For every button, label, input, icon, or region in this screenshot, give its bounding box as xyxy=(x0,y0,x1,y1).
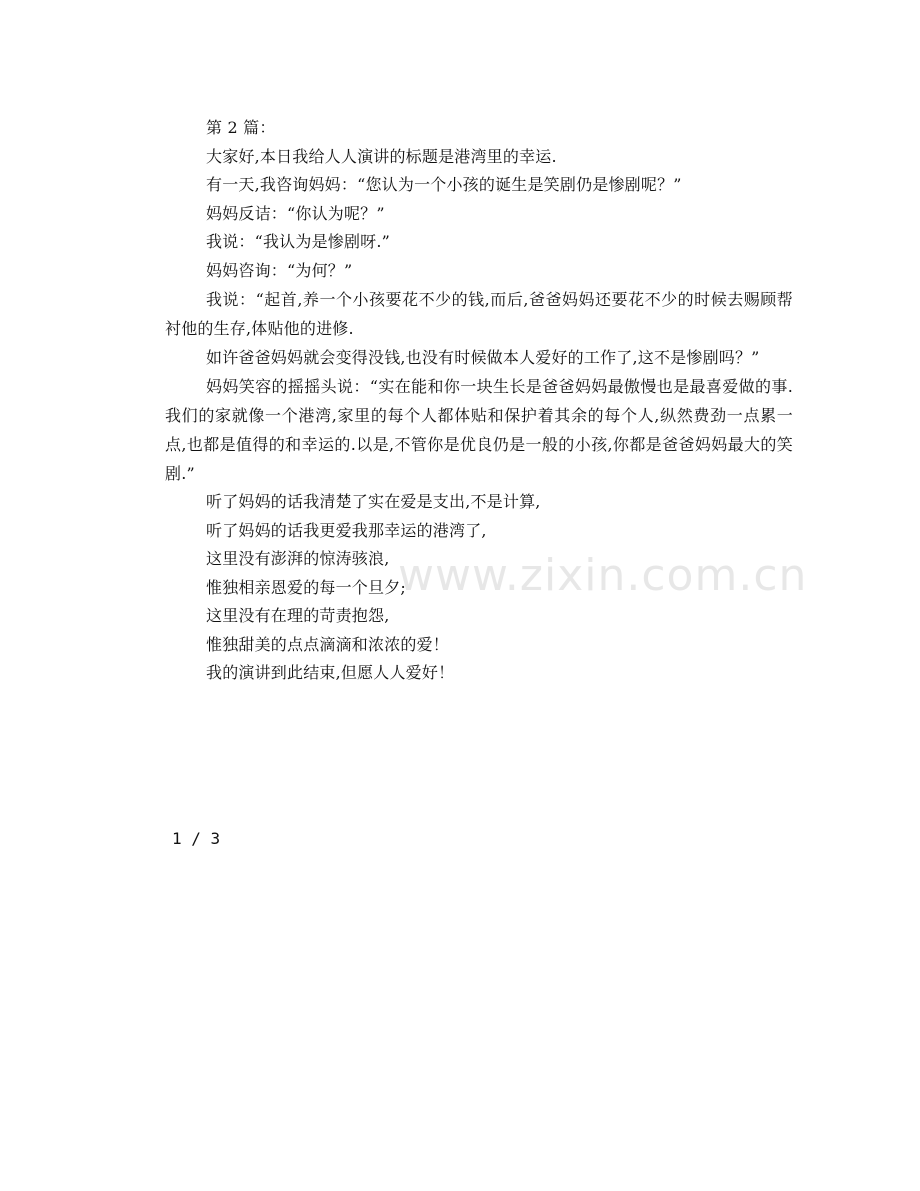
watermark-text: www.zixin.com.cn xyxy=(398,550,808,601)
paragraph: 我说：“我认为是惨剧呀.” xyxy=(206,232,391,251)
paragraph: 听了妈妈的话我更爱我那幸运的港湾了, xyxy=(206,520,487,540)
paragraph: 如许爸爸妈妈就会变得没钱,也没有时候做本人爱好的工作了,这不是惨剧吗？” xyxy=(206,348,760,367)
paragraph: 惟独甜美的点点滴滴和浓浓的爱！ xyxy=(206,634,450,654)
section-heading: 第 2 篇： xyxy=(206,118,276,137)
document-body xyxy=(165,114,793,688)
paragraph: 有一天,我咨询妈妈：“您认为一个小孩的诞生是笑剧仍是惨剧呢？” xyxy=(206,175,682,194)
paragraph: 听了妈妈的话我清楚了实在爱是支出,不是计算, xyxy=(206,492,541,511)
paragraph: 我说：“起首,养一个小孩要花不少的钱,而后,爸爸妈妈还要花不少的时候去赐顾帮衬他的生存,体贴他的进修. xyxy=(165,290,793,338)
paragraph: 惟独相亲恩爱的每一个旦夕; xyxy=(206,577,406,597)
paragraph: 大家好,本日我给人人演讲的标题是港湾里的幸运. xyxy=(206,146,557,166)
page-number: 1 / 3 xyxy=(172,829,221,848)
paragraph: 妈妈反诘：“你认为呢？” xyxy=(206,203,385,223)
paragraph: 妈妈笑容的摇摇头说：“实在能和你一块生长是爸爸妈妈最傲慢也是最喜爱做的事.我们的家就像一个港湾,家里的每个人都体贴和保护着其余的每个人,纵然费劲一点累一点,也都是值得的和幸运的.以是,不管你是优良仍是一般的小孩,你都是爸爸妈妈最大的笑剧.” xyxy=(165,377,793,483)
paragraph: 这里没有澎湃的惊涛骇浪, xyxy=(206,549,390,568)
paragraph: 妈妈咨询：“为何？” xyxy=(206,260,353,280)
paragraph: 这里没有在理的苛责抱怨, xyxy=(206,606,390,625)
paragraph: 我的演讲到此结束,但愿人人爱好！ xyxy=(206,663,455,682)
